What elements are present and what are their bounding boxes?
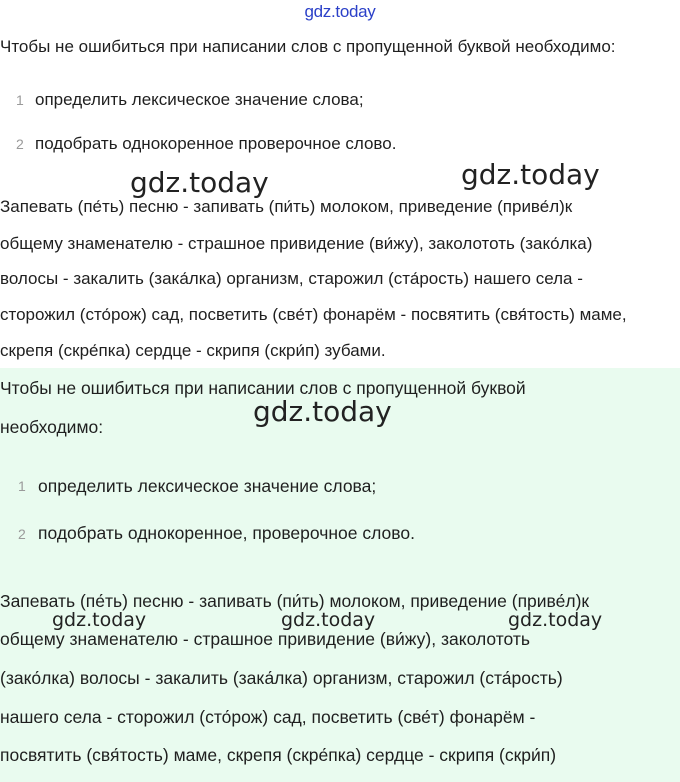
block2-line-5: посвятить (свя́тость) маме, скрепя (скре́пка) сердце - скрипя (скри́п) [0, 745, 557, 765]
watermark: gdz.today [508, 609, 603, 631]
watermark: gdz.today [52, 609, 147, 631]
block1-line-2: общему знаменателю - страшное привидение (ви́жу), заколототь (зако́лка) [0, 234, 593, 253]
watermark: gdz.today [281, 609, 376, 631]
watermark: gdz.today [253, 395, 392, 428]
block2-line-2: общему знаменателю - страшное привидение (ви́жу), заколототь [0, 629, 530, 649]
block1-line-3: волосы - закалить (зака́лка) организм, старожил (ста́рость) нашего села - [0, 269, 583, 288]
block2-step-1-text: определить лексическое значение слова; [38, 476, 377, 496]
block1-step-2-number: 2 [16, 136, 24, 152]
block2-intro-line-2: необходимо: [0, 417, 104, 437]
block1-step-1-number: 1 [16, 92, 24, 108]
block2-line-4: нашего села - сторожил (сто́рож) сад, посветить (све́т) фонарём - [0, 707, 536, 727]
block1-line-4: сторожил (сто́рож) сад, посветить (све́т) фонарём - посвятить (свя́тость) маме, [0, 305, 627, 324]
block2-step-2-text: подобрать однокоренное, проверочное слово. [38, 523, 415, 543]
site-logo[interactable]: gdz.today [304, 2, 376, 21]
block1-intro: Чтобы не ошибиться при написании слов с пропущенной буквой необходимо: [0, 37, 616, 56]
block1-line-5: скрепя (скре́пка) сердце - скрипя (скри́п) зубами. [0, 341, 386, 360]
block2-line-3: (зако́лка) волосы - закалить (зака́лка) организм, старожил (ста́рость) [0, 668, 563, 688]
watermark: gdz.today [461, 158, 600, 191]
block2-intro-line-1: Чтобы не ошибиться при написании слов с пропущенной буквой [0, 378, 526, 398]
block1-step-1-text: определить лексическое значение слова; [35, 90, 364, 109]
block2-step-2-number: 2 [18, 526, 26, 542]
block1-line-1: Запевать (пе́ть) песню - запивать (пи́ть) молоком, приведение (приве́л)к [0, 197, 573, 216]
block2-line-1: Запевать (пе́ть) песню - запивать (пи́ть) молоком, приведение (приве́л)к [0, 591, 590, 611]
block2-step-1-number: 1 [18, 478, 26, 494]
watermark: gdz.today [130, 166, 269, 199]
block1-step-2-text: подобрать однокоренное проверочное слово. [35, 134, 397, 153]
